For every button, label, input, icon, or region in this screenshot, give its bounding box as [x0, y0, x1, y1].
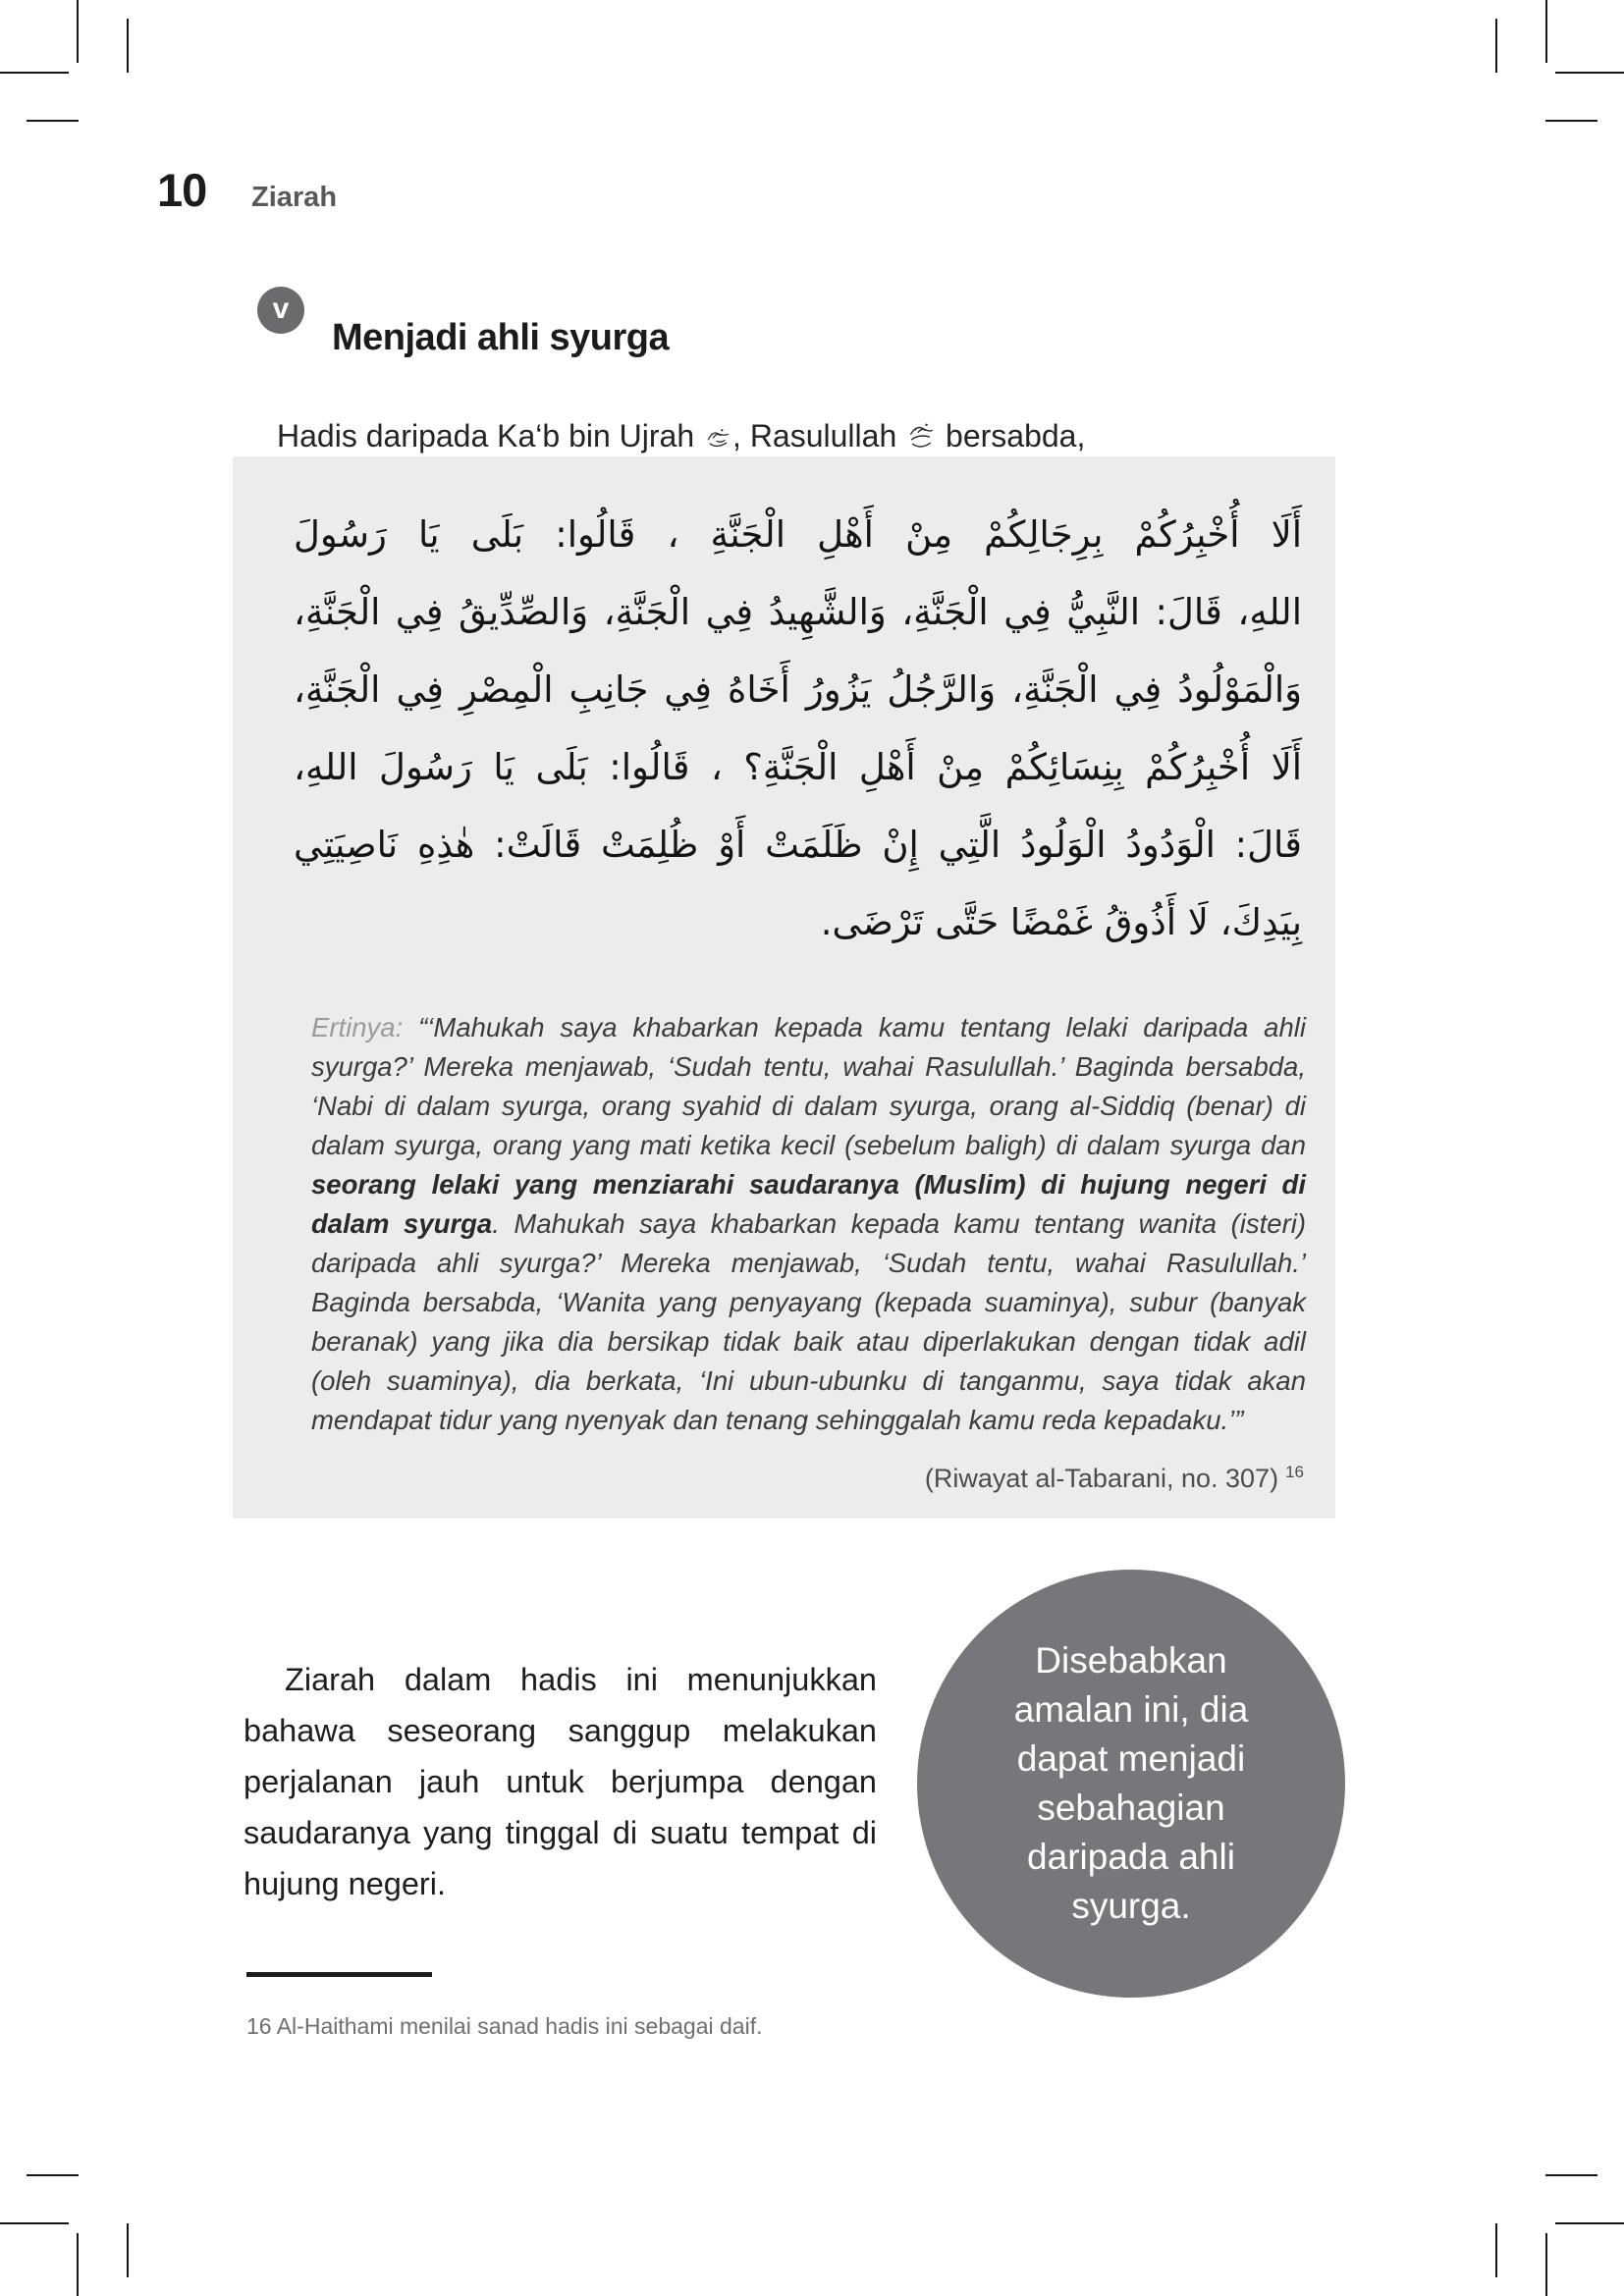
hadith-translation — [311, 1008, 1306, 1440]
crop-mark — [127, 2223, 129, 2277]
running-header: Ziarah — [251, 182, 338, 213]
translation-text-bold: seorang lelaki yang menziarahi saudaranya (Muslim) di hujung negeri di dalam syurga — [311, 1169, 1306, 1239]
footnote-text: Al-Haithami menilai sanad hadis ini sebagai daif. — [276, 2013, 763, 2039]
footnote-marker: 16 — [246, 2013, 272, 2039]
crop-mark — [1495, 2223, 1497, 2277]
crop-mark — [1555, 72, 1624, 74]
crop-mark — [1545, 0, 1547, 63]
intro-text-3: bersabda, — [937, 418, 1086, 454]
hadith-arabic-line: أَلَا أُخْبِرُكُمْ بِنِسَائِكُمْ مِنْ أَهْلِ الْجَنَّةِ؟ ، قَالُوا: بَلَى يَا رَسُولَ اللهِ، — [294, 746, 1302, 788]
hadith-attribution — [233, 1456, 1304, 1495]
hadith-box — [233, 456, 1335, 1519]
crop-mark — [1545, 2174, 1597, 2176]
crop-mark — [0, 72, 69, 74]
intro-text-2: , Rasulullah — [732, 418, 906, 454]
hadith-arabic-line: بِيَدِكَ، لَا أَذُوقُ غَمْضًا حَتَّى تَرْضَى. — [820, 901, 1302, 943]
footnote-divider — [246, 1972, 432, 1977]
crop-mark — [27, 2174, 79, 2176]
hadith-arabic-line: أَلَا أُخْبِرُكُمْ بِرِجَالِكُمْ مِنْ أَهْلِ الْجَنَّةِ ، قَالُوا: بَلَى يَا رَسُولَ — [294, 513, 1302, 556]
honorific-ra-icon — [705, 418, 731, 461]
crop-mark — [77, 0, 79, 63]
hadith-arabic-line: اللهِ، قَالَ: النَّبِيُّ فِي الْجَنَّةِ، وَالشَّهِيدُ فِي الْجَنَّةِ، وَالصِّدِّيقُ فِي الْجَنَّةِ، — [294, 591, 1302, 633]
crop-mark — [1495, 19, 1497, 73]
footnote-reference: 16 — [1285, 1463, 1304, 1481]
honorific-saw-icon — [907, 418, 935, 461]
translation-label: Ertinya: — [311, 1012, 419, 1042]
crop-mark — [1545, 120, 1597, 122]
hadith-arabic — [294, 496, 1302, 961]
crop-mark — [1555, 2222, 1624, 2224]
hadith-arabic-line: قَالَ: الْوَدُودُ الْوَلُودُ الَّتِي إِنْ ظَلَمَتْ أَوْ ظُلِمَتْ قَالَتْ: هٰذِهِ نَاصِيَتِي — [294, 824, 1302, 866]
callout-circle — [917, 1570, 1345, 1998]
translation-text: . Mahukah saya khabarkan kepada kamu tentang wanita (isteri) daripada ahli syurga?’ Mereka menjawab, ‘Sudah tentu, wahai Rasulullah.’ Baginda bersabda, ‘Wanita yang penyayang (kepada suaminya), subur (banyak beranak) yang jika dia bersikap tidak baik atau diperlakukan dengan tidak adil (oleh suaminya), dia berkata, ‘Ini ubun-ubunku di tanganmu, saya tidak akan mendapat tidur yang nyenyak dan tenang sehinggalah kamu reda kepadaku.’” — [311, 1208, 1306, 1435]
crop-mark — [1545, 2233, 1547, 2296]
attribution-text: (Riwayat al-Tabarani, no. 307) — [924, 1464, 1279, 1493]
footnote — [246, 2011, 1130, 2041]
crop-mark — [127, 19, 129, 73]
hadith-arabic-line: وَالْمَوْلُودُ فِي الْجَنَّةِ، وَالرَّجُلُ يَزُورُ أَخَاهُ فِي جَانِبِ الْمِصْرِ فِي الْجَنَّةِ، — [294, 668, 1302, 711]
crop-mark — [0, 2222, 69, 2224]
intro-text-1: Hadis daripada Ka‘b bin Ujrah — [277, 418, 704, 454]
crop-mark — [77, 2233, 79, 2296]
section-title: Menjadi ahli syurga — [332, 317, 670, 359]
body-paragraph: Ziarah dalam hadis ini menunjukkan bahawa seseorang sanggup melakukan perjalanan jauh untuk berjumpa dengan saudaranya yang tinggal di suatu tempat di hujung negeri. — [244, 1661, 877, 1901]
crop-mark — [27, 120, 79, 122]
callout-text: Disebabkan amalan ini, dia dapat menjadi sebahagian daripada ahli syurga. — [1013, 1640, 1249, 1926]
page-number: 10 — [157, 164, 207, 216]
section-badge: v — [257, 287, 304, 334]
hadith-intro — [277, 414, 1357, 461]
translation-text: “‘Mahukah saya khabarkan kepada kamu tentang lelaki daripada ahli syurga?’ Mereka menjawab, ‘Sudah tentu, wahai Rasulullah.’ Baginda bersabda, ‘Nabi di dalam syurga, orang syahid di dalam syurga, orang al-Siddiq (benar) di dalam syurga, orang yang mati ketika kecil (sebelum baligh) di dalam syurga dan — [311, 1012, 1306, 1160]
